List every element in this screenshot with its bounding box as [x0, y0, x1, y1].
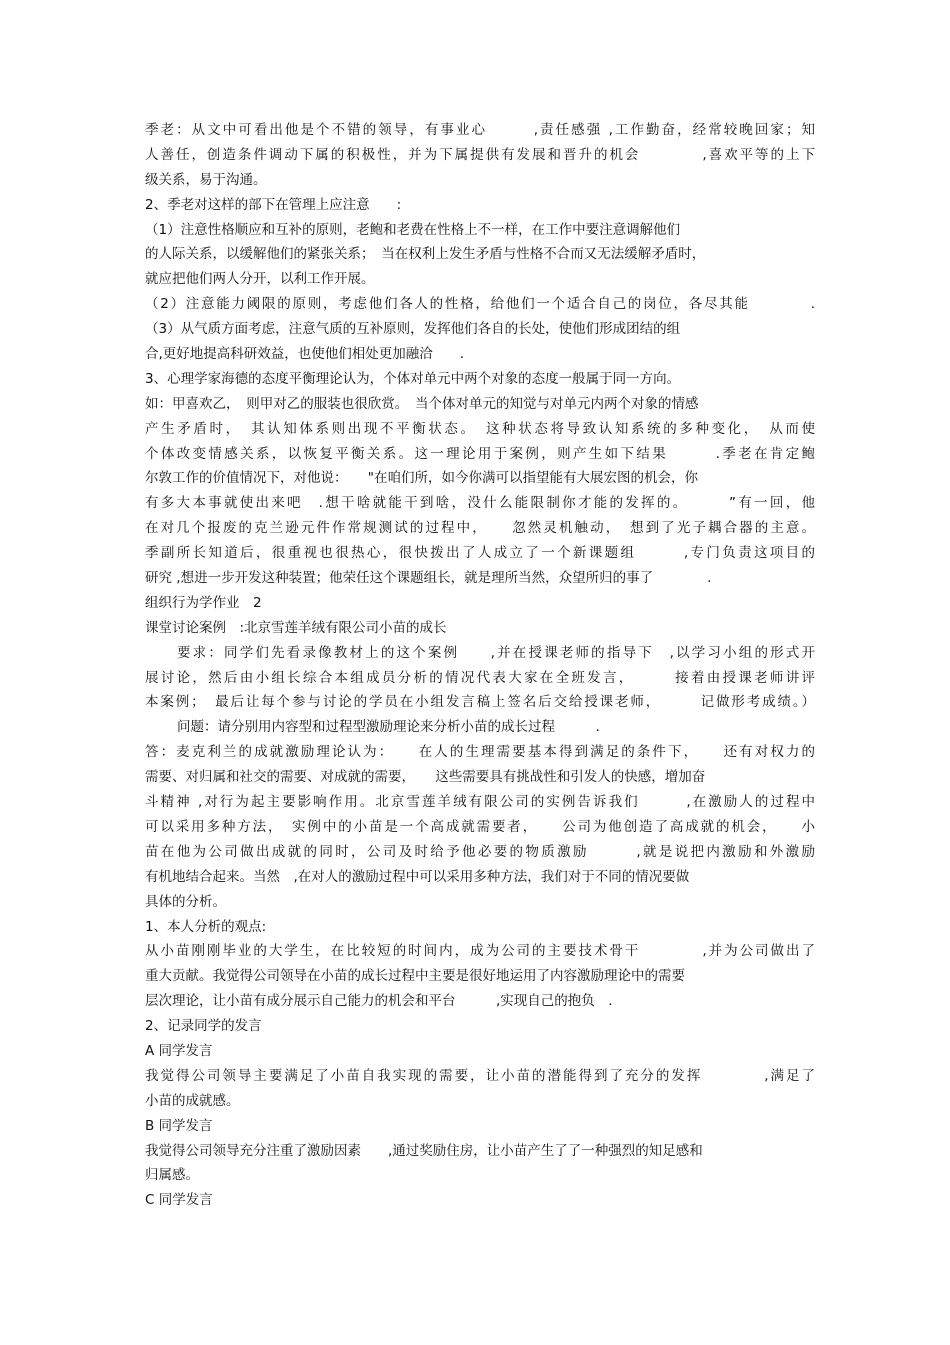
document-page	[145, 118, 815, 1213]
text-line: 层次理论，让小苗有成分展示自己能力的机会和平台 ,实现自己的抱负 .	[145, 993, 613, 1010]
text-line: 2、季老对这样的部下在管理上应注意 :	[145, 196, 402, 213]
text-line: 组织行为学作业 2	[145, 594, 262, 611]
text-line: 从小苗刚刚毕业的大学生，在比较短的时间内，成为公司的主要技术骨干 ,并为公司做出了	[145, 943, 815, 960]
text-line: 尔敦工作的价值情况下，对他说： "在咱们所，如今你满可以指望能有大展宏图的机会，你	[145, 470, 698, 487]
text-line: 斗精神 ,对行为起主要影响作用。北京雪莲羊绒有限公司的实例告诉我们 ,在激励人的过程中	[145, 794, 815, 811]
text-line: B 同学发言	[145, 1117, 213, 1134]
text-line: 在对几个报废的克兰逊元件作常规测试的过程中， 忽然灵机触动， 想到了光子耦合器的主意。	[145, 520, 815, 537]
text-line: 重大贡献。我觉得公司领导在小苗的成长过程中主要是很好地运用了内容激励理论中的需要	[145, 968, 685, 985]
text-line: （3）从气质方面考虑，注意气质的互补原则，发挥他们各自的长处，使他们形成团结的组	[145, 321, 681, 338]
text-line: 苗在他为公司做出成就的同时，公司及时给予他必要的物质激励 ,就是说把内激励和外激励	[145, 843, 815, 860]
text-line: 要求：同学们先看录像教材上的这个案例 ,并在授课老师的指导下 ,以学习小组的形式开	[177, 644, 815, 661]
text-line: 我觉得公司领导主要满足了小苗自我实现的需要，让小苗的潜能得到了充分的发挥 ,满足了	[145, 1067, 815, 1084]
text-line: 季副所长知道后，很重视也很热心，很快拨出了人成立了一个新课题组 ,专门负责这项目的	[145, 545, 815, 562]
text-line: 合,更好地提高科研效益，也使他们相处更加融洽 .	[145, 346, 465, 363]
text-line: 级关系，易于沟通。	[145, 171, 267, 188]
text-line: （1）注意性格顺应和互补的原则，老鲍和老费在性格上不一样，在工作中要注意调解他们	[145, 221, 681, 238]
text-line: 有多大本事就使出来吧 .想干啥就能干到啥，没什么能限制你才能的发挥的。 ”有一回，他	[145, 495, 815, 512]
text-line: 需要、对归属和社交的需要、对成就的需要， 这些需要具有挑战性和引发人的快感，增加奋	[145, 769, 706, 786]
text-line: （2）注意能力阈限的原则，考虑他们各人的性格，给他们一个适合自己的岗位，各尽其能 .	[145, 296, 815, 313]
text-line: 人善任，创造条件调动下属的积极性，并为下属提供有发展和晋升的机会 ,喜欢平等的上下	[145, 146, 815, 163]
text-line: 3、心理学家海德的态度平衡理论认为，个体对单元中两个对象的态度一般属于同一方向。	[145, 370, 681, 387]
text-line: 可以采用多种方法， 实例中的小苗是一个高成就需要者， 公司为他创造了高成就的机会， 小	[145, 818, 815, 835]
text-line: C 同学发言	[145, 1192, 213, 1209]
text-line: 如：甲喜欢乙， 则甲对乙的服装也很欣赏。 当个体对单元的知觉与对单元内两个对象的情感	[145, 395, 699, 412]
text-line: 研究 ,想进一步开发这种装置；他荣任这个课题组长，就是理所当然，众望所归的事了 .	[145, 570, 712, 587]
text-line: 本案例； 最后让每个参与讨论的学员在小组发言稿上签名后交给授课老师， 记做形考成绩。）	[145, 694, 815, 711]
text-line: 有机地结合起来。当然 ,在对人的激励过程中可以采用多种方法，我们对于不同的情况要做	[145, 868, 690, 885]
text-line: 就应把他们两人分开，以利工作开展。	[145, 271, 375, 288]
text-line: 产生矛盾时， 其认知体系则出现不平衡状态。 这种状态将导致认知系统的多种变化， 从而使	[145, 420, 815, 437]
text-line: 答：麦克利兰的成就激励理论认为： 在人的生理需要基本得到满足的条件下， 还有对权力的	[145, 744, 815, 761]
text-line: 的人际关系，以缓解他们的紧张关系； 当在权利上发生矛盾与性格不合而又无法缓解矛盾时，	[145, 246, 706, 263]
text-line: 1、本人分析的观点:	[145, 918, 267, 935]
text-line: A 同学发言	[145, 1042, 213, 1059]
text-line: 课堂讨论案例 :北京雪莲羊绒有限公司小苗的成长	[145, 619, 447, 636]
text-line: 展讨论，然后由小组长综合本组成员分析的情况代表大家在全班发言， 接着由授课老师讲评	[145, 669, 815, 686]
text-line: 个体改变情感关系，以恢复平衡关系。这一理论用于案例，则产生如下结果 .季老在肯定鲍	[145, 445, 815, 462]
text-line: 季老：从文中可看出他是个不错的领导，有事业心 ,责任感强 ,工作勤奋，经常较晚回家；知	[145, 122, 815, 138]
text-line: 归属感。	[145, 1167, 199, 1184]
text-line: 2、记录同学的发言	[145, 1018, 262, 1035]
text-line: 小苗的成就感。	[145, 1092, 240, 1109]
text-line: 具体的分析。	[145, 893, 226, 910]
text-line: 问题：请分别用内容型和过程型激励理论来分析小苗的成长过程 .	[177, 719, 600, 736]
text-line: 我觉得公司领导充分注重了激励因素 ,通过奖励住房，让小苗产生了了一种强烈的知足感和	[145, 1142, 703, 1159]
